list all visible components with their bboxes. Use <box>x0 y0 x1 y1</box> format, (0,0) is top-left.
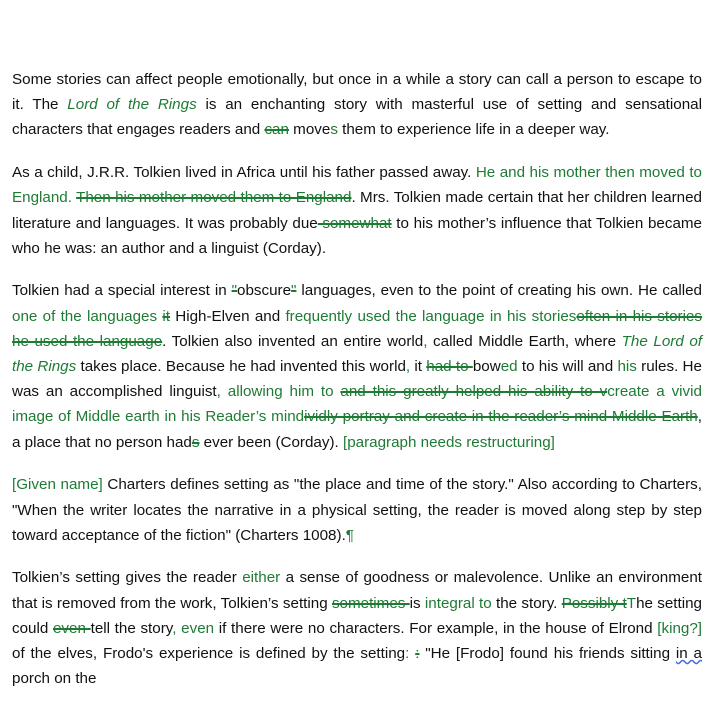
text-run: them to experience life in a deeper way. <box>337 121 610 139</box>
text-run: obscure <box>237 282 292 300</box>
spelling-flag: in a <box>675 645 702 663</box>
inserted-text: , <box>423 332 428 350</box>
text-run: . Tolkien also invented an entire world <box>162 332 424 350</box>
paragraph-1[interactable] <box>12 67 702 143</box>
text-run: As a child, J.R.R. Tolkien lived in Africa until his father passed away. <box>12 164 476 182</box>
inserted-text: [Given name] <box>12 476 103 494</box>
inserted-text: , <box>405 358 411 376</box>
paragraph-3[interactable] <box>12 278 702 454</box>
text-run: of the elves, Frodo's experience is defined by the setting <box>12 645 406 663</box>
text-run: if there were no characters. For example, in the house of Elrond <box>214 619 658 637</box>
text-run: Charters defines setting as "the place and time of the story." Also according to Charters, "When the writer locates the narrative in a physical setting, the reader is moved along step by step toward acceptance of the fiction" (Charters 1008). <box>12 476 702 544</box>
inserted-text: He and his mother then moved to England. <box>12 164 702 207</box>
inserted-text: create a vivid image of Middle earth in his Reader’s mind <box>12 383 702 426</box>
inserted-text: , <box>216 383 221 401</box>
text-run: takes place. Because he had invented this world <box>76 358 406 376</box>
text-run: called Middle Earth, where <box>427 332 622 350</box>
inserted-text: : <box>405 645 410 663</box>
text-run: "He [Frodo] found his friends sitting <box>419 645 676 663</box>
paragraph-4[interactable] <box>12 472 702 548</box>
text-run: rules. He was an accomplished linguist <box>12 358 702 401</box>
deleted-text: had to <box>426 358 473 376</box>
inserted-italic-title: Lord of the Rings <box>67 96 197 114</box>
deleted-text: and this greatly helped his ability to <box>340 383 600 401</box>
text-run: move <box>288 121 331 139</box>
deleted-text: s <box>191 433 200 451</box>
deleted-text: it <box>162 307 170 325</box>
deleted-text: Then his mother moved them to England <box>76 189 352 207</box>
deleted-text: often in his stories he used the language <box>12 307 702 350</box>
inserted-text: ¶ <box>345 526 354 544</box>
text-run: . Mrs. Tolkien made certain that her children learned literature and languages. It was probably due <box>12 189 702 232</box>
inserted-text: his <box>617 358 637 376</box>
inserted-text: either <box>242 569 281 587</box>
text-run: it <box>410 358 427 376</box>
document-body[interactable] <box>12 67 702 709</box>
text-run: is an enchanting story with masterful use of setting and sensational characters that engages readers and <box>12 96 702 139</box>
inserted-text: even <box>181 619 215 637</box>
text-run: bow <box>472 358 501 376</box>
inserted-text: allowing him to <box>227 383 341 401</box>
deleted-text: somewhat <box>317 214 392 232</box>
inserted-italic-title: The Lord of the Rings <box>12 332 703 376</box>
text-run: tell the story <box>90 619 173 637</box>
inserted-text: one of the languages <box>12 307 163 325</box>
deleted-text: : <box>415 645 420 663</box>
deleted-text: ividly portray and create in the reader’s mind Middle Earth <box>304 408 698 426</box>
deleted-text: " <box>231 282 237 300</box>
deleted-text: Possibly t <box>561 594 627 612</box>
inserted-text: ed <box>500 358 518 376</box>
inserted-text: [paragraph needs restructuring] <box>342 433 555 451</box>
text-run: , a place that no person had <box>12 408 702 451</box>
text-run: porch on the <box>12 670 97 688</box>
inserted-text: frequently used the language in his stories <box>285 307 577 325</box>
inserted-text: [king?] <box>657 619 702 637</box>
text-run: Tolkien’s setting gives the reader <box>12 569 243 587</box>
paragraph-2[interactable] <box>12 160 702 261</box>
inserted-text: T <box>626 594 637 612</box>
deleted-text: v <box>599 383 608 401</box>
text-run: a sense of goodness or malevolence. Unlike an environment that is removed from the work, Tolkien’s setting <box>12 569 702 612</box>
inserted-text: s <box>330 121 338 139</box>
text-run: to his mother’s influence that Tolkien became who he was: an author and a linguist (Corday). <box>12 214 702 257</box>
text-run: languages, even to the point of creating his own. He called <box>296 282 703 300</box>
paragraph-5[interactable] <box>12 565 702 691</box>
deleted-text: sometimes <box>331 594 410 612</box>
deleted-text: " <box>291 282 297 300</box>
deleted-text: can <box>264 121 289 139</box>
text-run: High-Elven and <box>169 307 286 325</box>
text-run: Tolkien had a special interest in <box>12 282 232 300</box>
text-run: the story. <box>491 594 562 612</box>
inserted-text: , <box>172 619 177 637</box>
deleted-text: even <box>52 619 91 637</box>
text-run: Some stories can affect people emotionally, but once in a while a story can call a person to escape to it. The <box>12 71 702 114</box>
text-run: ever been (Corday). <box>199 433 343 451</box>
text-run <box>221 383 228 400</box>
inserted-text: integral to <box>424 594 492 612</box>
text-run: to his will and <box>517 358 618 376</box>
text-run: he setting could <box>12 594 702 637</box>
text-run: is <box>409 594 425 612</box>
